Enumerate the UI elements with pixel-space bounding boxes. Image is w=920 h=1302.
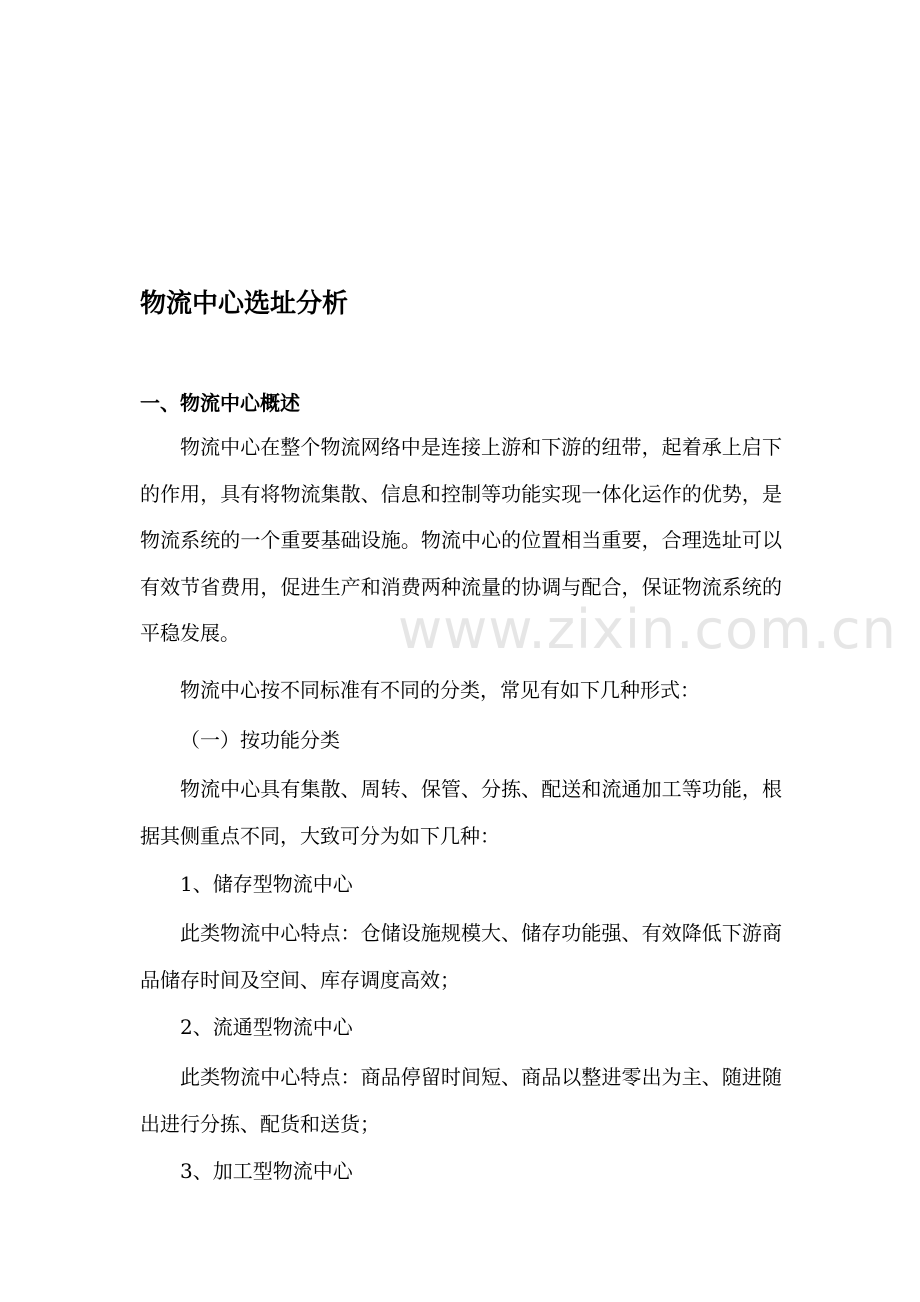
watermark: www.zixin.com.cn: [398, 598, 897, 661]
type2-heading: 2、流通型物流中心: [180, 1015, 353, 1039]
classification-intro-paragraph: 物流中心按不同标准有不同的分类，常见有如下几种形式：: [180, 678, 700, 702]
type3-heading: 3、加工型物流中心: [180, 1159, 353, 1183]
section-heading: 一、物流中心概述: [140, 391, 300, 415]
document-title: 物流中心选址分析: [140, 289, 349, 319]
type2-description: 此类物流中心特点：商品停留时间短、商品以整进零出为主、随进随出进行分拣、配货和送货；: [140, 1065, 782, 1136]
subsection-heading-by-function: （一）按功能分类: [180, 728, 340, 752]
function-description-paragraph: 物流中心具有集散、周转、保管、分拣、配送和流通加工等功能，根据其侧重点不同，大致可分为如下几种：: [140, 777, 782, 848]
type1-description: 此类物流中心特点：仓储设施规模大、储存功能强、有效降低下游商品储存时间及空间、库存调度高效；: [140, 921, 782, 992]
intro-paragraph: 物流中心在整个物流网络中是连接上游和下游的纽带，起着承上启下的作用，具有将物流集散、信息和控制等功能实现一体化运作的优势，是物流系统的一个重要基础设施。物流中心的位置相当重要，合理选址可以有效节省费用，促进生产和消费两种流量的协调与配合，保证物流系统的平稳发展。: [140, 435, 782, 645]
type1-heading: 1、储存型物流中心: [180, 872, 353, 896]
